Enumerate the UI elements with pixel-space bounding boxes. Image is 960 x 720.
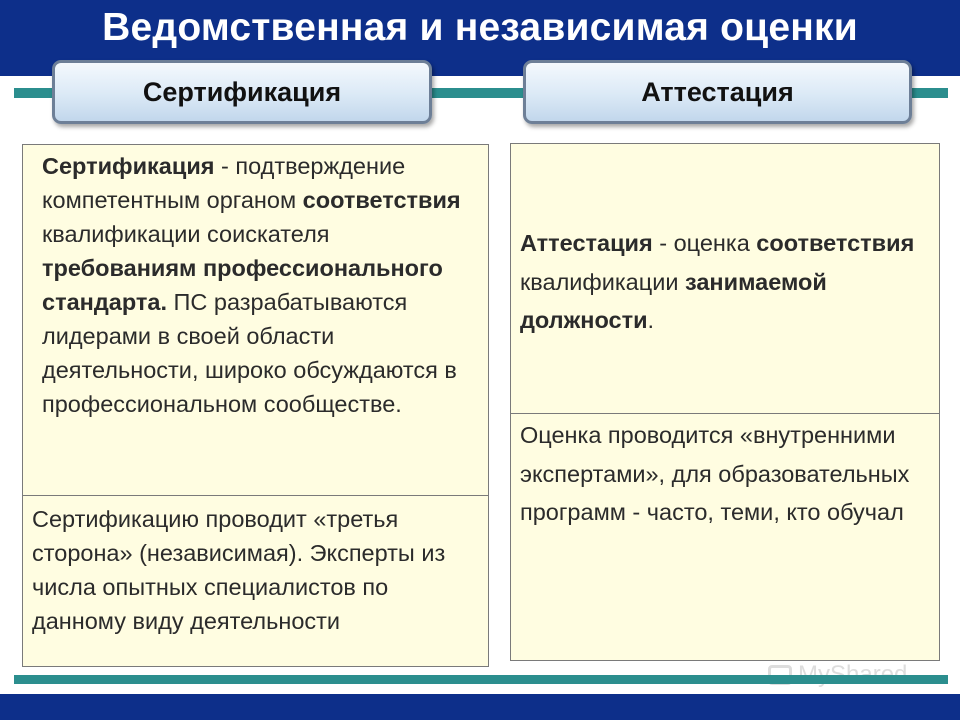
- tab-attestation[interactable]: Аттестация: [523, 60, 912, 124]
- attestation-term: Аттестация: [520, 230, 653, 256]
- certification-conduct-box: [22, 495, 489, 667]
- page-title: Ведомственная и независимая оценки: [102, 6, 858, 49]
- certification-text-1: - подтверждение компетентным органом: [42, 153, 406, 213]
- footer-bar: [0, 694, 960, 720]
- tab-certification[interactable]: Сертификация: [52, 60, 432, 124]
- attestation-definition-box: [510, 143, 940, 414]
- bottom-divider: [14, 675, 948, 684]
- certification-definition: [32, 149, 478, 421]
- attestation-conduct-text: Оценка проводится «внутренними экспертами», для образовательных программ - часто, теми, кто обучал: [520, 422, 910, 525]
- attestation-text-3: .: [647, 307, 655, 333]
- certification-text-3: ПС разрабатываются лидерами в своей области деятельности, широко обсуждаются в профессиональном сообществе.: [42, 289, 457, 417]
- attestation-text-2: квалификации: [520, 268, 685, 295]
- certification-term: Сертификация: [42, 153, 215, 179]
- certification-conduct-text: Сертификацию проводит «третья сторона» (независимая). Эксперты из числа опытных специалистов по данному виду деятельности: [32, 506, 446, 634]
- certification-bold-2: требованиям профессионального стандарта.: [42, 255, 443, 315]
- attestation-bold-2: занимаемой должности: [520, 268, 827, 333]
- certification-text-2: квалификации соискателя: [42, 221, 330, 247]
- attestation-definition: [520, 224, 929, 340]
- certification-bold-1: соответствия: [302, 187, 461, 213]
- attestation-conduct-box: [510, 413, 940, 661]
- certification-definition-box: [22, 144, 489, 496]
- attestation-text-1: - оценка: [652, 230, 757, 256]
- attestation-bold-1: соответствия: [756, 230, 915, 256]
